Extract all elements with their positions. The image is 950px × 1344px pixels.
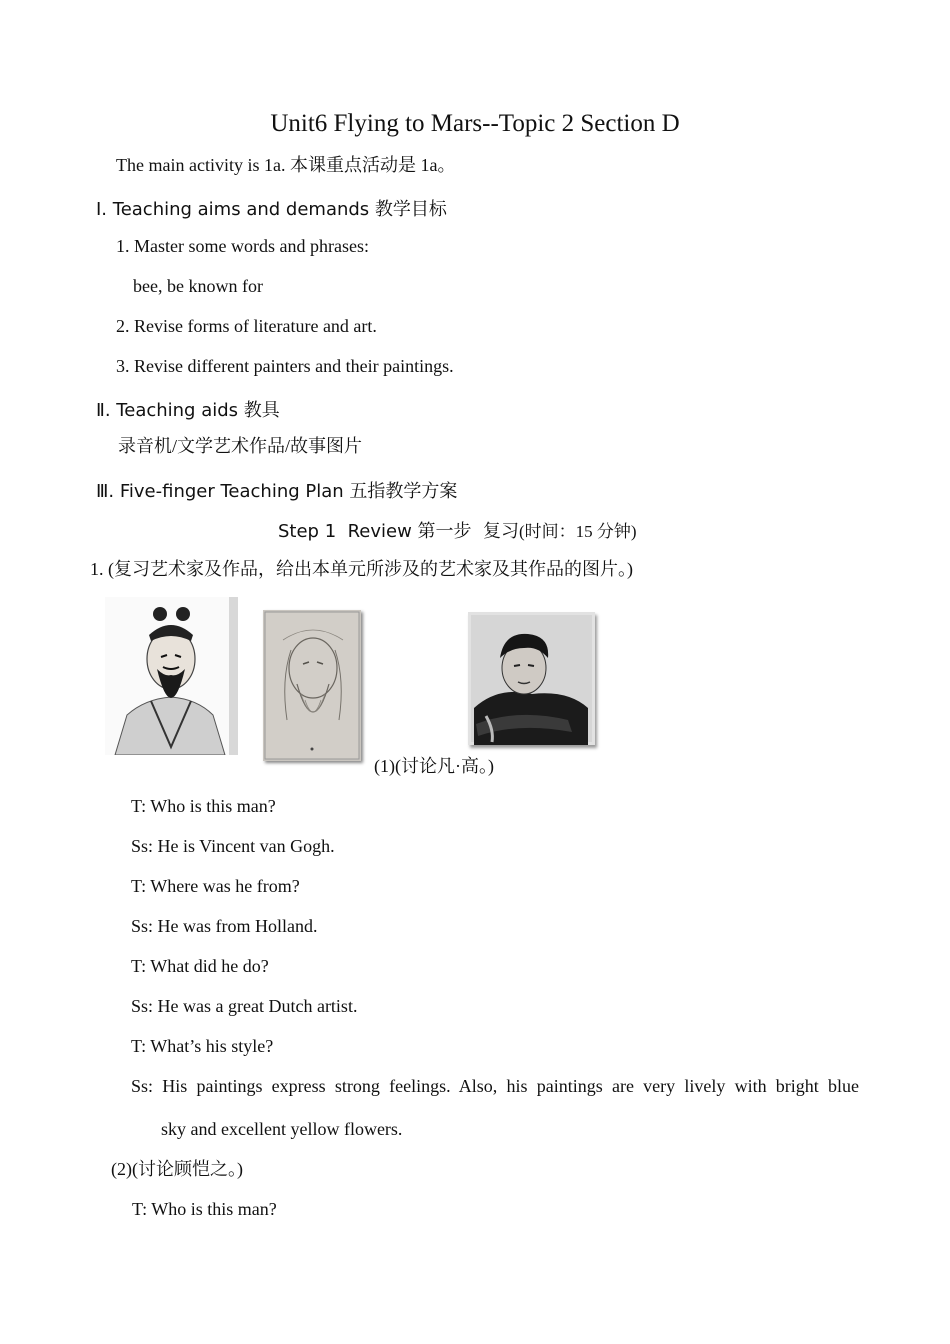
part-2-label: (2)(讨论顾恺之。)	[111, 1159, 243, 1179]
aim-item-2: 2. Revise forms of literature and art.	[116, 316, 377, 336]
dialogue-line: T: What did he do?	[131, 956, 269, 976]
dialogue-line: T: Where was he from?	[131, 876, 300, 896]
step-1-heading	[278, 517, 637, 543]
portrait-gu-kaizhi-image	[105, 597, 238, 755]
dialogue-line: T: Who is this man?	[132, 1199, 277, 1219]
dialogue-line: Ss: He was from Holland.	[131, 916, 318, 936]
aim-item-3: 3. Revise different painters and their paintings.	[116, 356, 454, 376]
aim-item-1: 1. Master some words and phrases:	[116, 236, 369, 256]
dialogue-line: Ss: He was a great Dutch artist.	[131, 996, 358, 1016]
step-1-title: Step 1 Review 第一步 复习	[278, 521, 519, 542]
portrait-da-vinci-sketch-image	[263, 610, 361, 761]
teaching-aids-list: 录音机/文学艺术作品/故事图片	[118, 436, 363, 456]
portrait-photo-young-man-image	[468, 612, 595, 745]
dialogue-line: T: What’s his style?	[131, 1036, 274, 1056]
aim-item-1-words: bee, be known for	[133, 276, 263, 296]
section-1-heading: Ⅰ. Teaching aims and demands 教学目标	[96, 199, 447, 220]
task-1-text: 1. (复习艺术家及作品，给出本单元所涉及的艺术家及其作品的图片。)	[90, 559, 633, 579]
part-1-label: (1)(讨论凡·高。)	[374, 756, 494, 776]
dialogue-line-continued: sky and excellent yellow flowers.	[161, 1119, 403, 1139]
dialogue-line: Ss: His paintings express strong feelings. Also, his paintings are very lively with bright blue	[131, 1076, 859, 1096]
dialogue-line: T: Who is this man?	[131, 796, 276, 816]
page-title: Unit6 Flying to Mars--Topic 2 Section D	[270, 110, 680, 137]
section-3-heading: Ⅲ. Five-finger Teaching Plan 五指教学方案	[96, 481, 458, 502]
step-1-time: (时间：15 分钟)	[519, 522, 637, 541]
dialogue-line: Ss: He is Vincent van Gogh.	[131, 836, 335, 856]
intro-text: The main activity is 1a. 本课重点活动是 1a。	[116, 155, 456, 175]
section-2-heading: Ⅱ. Teaching aids 教具	[96, 400, 280, 421]
